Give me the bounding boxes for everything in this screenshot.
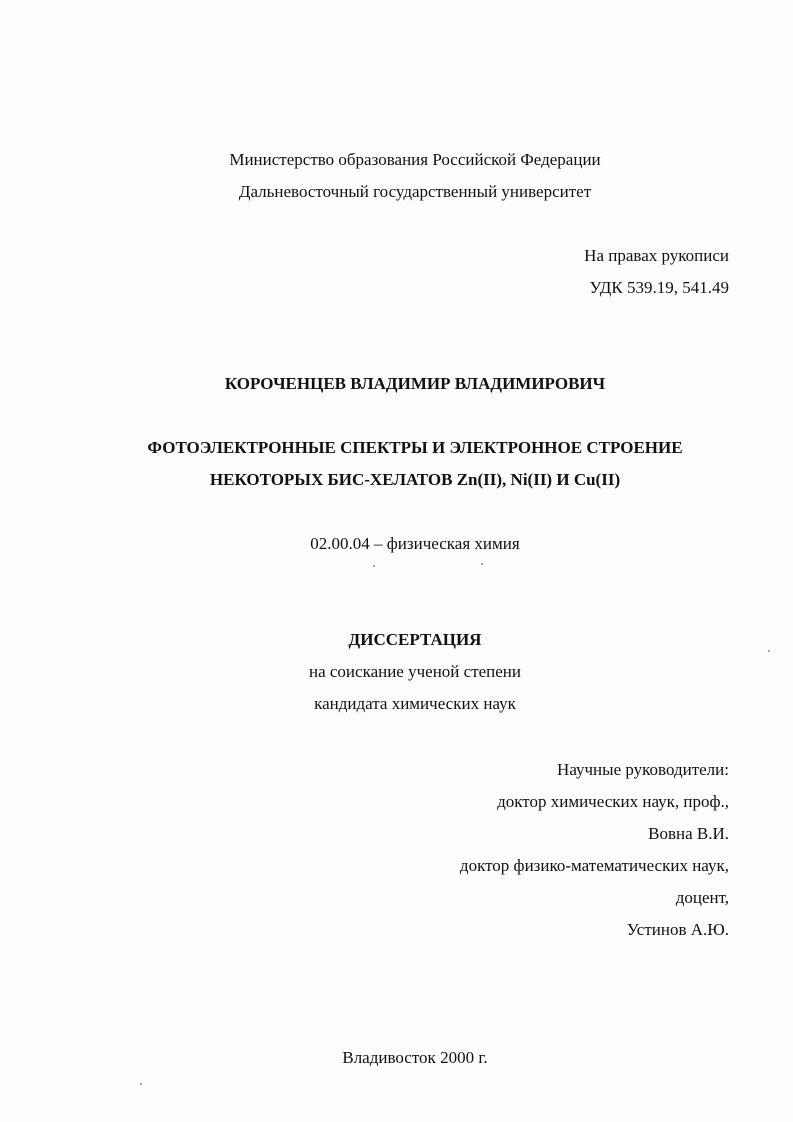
scan-speck [373,565,375,567]
title-line-1: ФОТОЭЛЕКТРОННЫЕ СПЕКТРЫ И ЭЛЕКТРОННОЕ СТРОЕНИЕ [147,438,683,457]
city-year: Владивосток 2000 г. [342,1048,488,1067]
author-name: КОРОЧЕНЦЕВ ВЛАДИМИР ВЛАДИМИРОВИЧ [224,374,606,393]
degree-name: кандидата химических наук [314,694,516,713]
supervisor-1-title: доктор химических наук, проф., [497,792,729,811]
manuscript-rights-line: На правах рукописи [584,246,729,265]
supervisors-heading: Научные руководители: [557,760,729,779]
supervisor-2-title: доктор физико-математических наук, [459,856,729,875]
degree-purpose: на соискание ученой степени [308,662,522,681]
supervisor-2-rank: доцент, [675,888,729,907]
ministry-line: Министерство образования Российской Федерации [229,150,601,169]
supervisor-1-name: Вовна В.И. [648,824,729,843]
scan-speck [140,1083,142,1085]
document-type: ДИССЕРТАЦИЯ [348,630,482,649]
title-line-2: НЕКОТОРЫХ БИС-ХЕЛАТОВ Zn(II), Ni(II) И Cu(II) [209,470,621,489]
scan-speck [481,563,483,565]
supervisor-2-name: Устинов А.Ю. [626,920,729,939]
specialty-line: 02.00.04 – физическая химия [310,534,520,553]
scan-speck [768,650,770,652]
udc-line: УДК 539.19, 541.49 [589,278,729,297]
university-line: Дальневосточный государственный университет [238,182,592,201]
